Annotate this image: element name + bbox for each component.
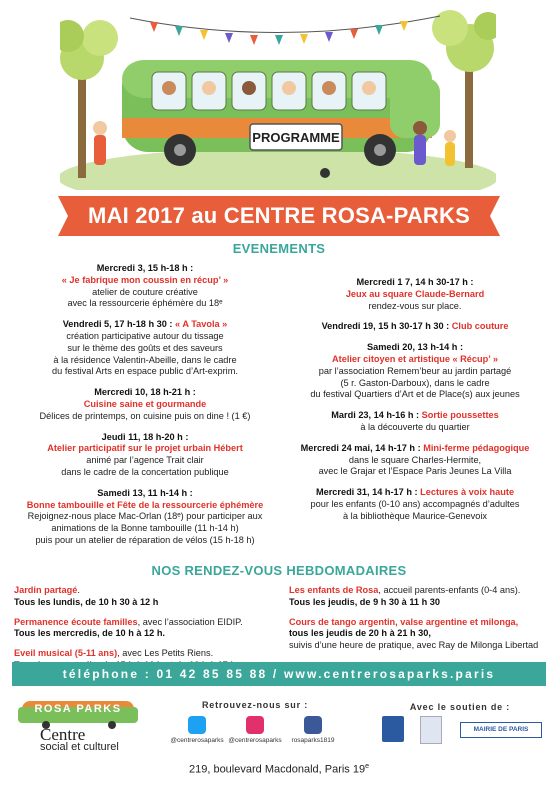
region-logo — [382, 716, 404, 742]
event-item — [276, 410, 554, 434]
event-item — [276, 487, 554, 522]
weekly-item — [14, 617, 284, 641]
weekly-detail: , avec l’association EIDIP. — [137, 616, 243, 627]
weekly-item — [14, 585, 284, 609]
social-handle: @centrerosaparks — [170, 737, 224, 744]
logo-brand: ROSA PARKS — [34, 703, 122, 715]
event-description: dans le square Charles-Hermite, — [348, 454, 482, 465]
social-facebook[interactable] — [284, 716, 342, 744]
event-item — [6, 387, 284, 422]
event-description: pour les enfants (0-10 ans) accompagnés d’adultes — [310, 498, 520, 509]
instagram-icon — [246, 716, 264, 734]
event-date: Samedi 13, 11 h-14 h : — [97, 487, 193, 498]
event-date-line — [276, 487, 554, 499]
logo-social: social et culturel — [40, 741, 119, 753]
event-date: Samedi 20, 13 h-14 h : — [367, 342, 463, 353]
event-title: Cuisine saine et gourmande — [83, 398, 207, 409]
event-item — [6, 319, 284, 378]
event-item — [276, 443, 554, 478]
event-date: Mercredi 24 mai, 14 h-17 h : — [300, 442, 424, 453]
event-date: Vendredi 19, 15 h 30-17 h 30 : — [321, 321, 452, 332]
event-description: Rejoignez-nous place Mac-Orlan (18ᵉ) pour participer aux — [27, 511, 263, 522]
event-date-line — [6, 319, 284, 331]
event-date: Mercredi 1 7, 14 h 30-17 h : — [356, 277, 474, 287]
event-item — [6, 263, 284, 310]
twitter-icon — [188, 716, 206, 734]
event-description: puis pour un atelier de réparation de vélos (15 h-18 h) — [35, 534, 255, 545]
event-title: Mini-ferme pédagogique — [423, 442, 530, 453]
event-title: « Je fabrique mon coussin en récup’ » — [61, 274, 229, 285]
event-date-line — [276, 410, 554, 422]
follow-heading: Retrouvez-nous sur : — [201, 700, 308, 710]
event-item — [276, 342, 554, 401]
weekly-schedule: tous les jeudis de 20 h à 21 h 30, — [289, 628, 431, 639]
social-twitter[interactable] — [168, 716, 226, 744]
event-date: Mercredi 10, 18 h-21 h : — [94, 387, 196, 398]
contact-text[interactable]: téléphone : 01 42 85 85 88 / www.centrerosaparks.paris — [62, 667, 496, 681]
social-instagram[interactable] — [226, 716, 284, 744]
weekly-extra: suivis d’une heure de pratique, avec Ray de Milonga Libertad — [289, 640, 539, 651]
event-description: rendez-vous sur place. — [368, 300, 462, 311]
events-column-left — [6, 263, 284, 556]
address: 219, boulevard Macdonald, Paris 19e — [188, 763, 370, 776]
social-handle: rosaparks1819 — [291, 737, 335, 744]
weekly-column-right — [289, 585, 551, 660]
event-description: sur le thème des goûts et des saveurs — [67, 342, 223, 353]
event-description: du festival Arts en espace public d’Art-exprim. — [52, 366, 238, 377]
weekly-title-line — [289, 617, 551, 629]
event-title: Bonne tambouille et Fête de la ressourcerie éphémère — [26, 499, 264, 510]
event-date: Mercredi 31, 14 h-17 h : — [315, 487, 421, 498]
weekly-title-line — [14, 617, 284, 629]
events-heading: EVENEMENTS — [232, 241, 326, 256]
event-description: (5 r. Gaston-Darboux), dans le cadre — [340, 377, 490, 388]
weekly-title-line — [289, 585, 551, 597]
svg-text:PROGRAMME: PROGRAMME — [252, 130, 340, 145]
event-description: animations de la Bonne tambouille (11 h-14 h) — [51, 523, 239, 534]
event-description: animé par l’agence Trait clair — [86, 455, 204, 466]
logo-centre: Centre — [40, 725, 86, 744]
weekly-detail: , avec Les Petits Riens. — [117, 648, 214, 659]
weekly-title: Les enfants de Rosa — [289, 585, 379, 595]
facebook-icon — [304, 716, 322, 734]
weekly-schedule: Tous les mercredis, de 10 h à 12 h. — [14, 628, 165, 639]
weekly-title: Jardin partagé — [14, 585, 78, 595]
weekly-title-line — [14, 585, 284, 597]
weekly-schedule: Tous les lundis, de 10 h 30 à 12 h — [14, 596, 159, 607]
event-date-line — [276, 443, 554, 455]
weekly-schedule: Tous les jeudis, de 9 h 30 à 11 h 30 — [289, 596, 440, 607]
social-handle: @centrerosaparks — [228, 737, 282, 744]
event-date: Vendredi 5, 17 h-18 h 30 : — [62, 319, 176, 330]
programme-sign — [250, 124, 342, 150]
event-item — [6, 488, 284, 547]
event-date-line — [276, 321, 554, 333]
weekly-item — [289, 585, 551, 609]
weekly-title: Permanence écoute familles — [14, 616, 138, 627]
event-title: Sortie poussettes — [421, 410, 499, 421]
event-description: du festival Quartiers d’Art et de Place(s) aux jeunes — [310, 389, 520, 400]
weekly-title-line — [14, 648, 284, 660]
weekly-heading: NOS RENDEZ-VOUS HEBDOMADAIRES — [151, 563, 407, 578]
event-description: à la bibliothèque Maurice-Genevoix — [342, 510, 488, 521]
event-item — [276, 277, 554, 312]
event-date: Mercredi 3, 15 h-18 h : — [96, 263, 194, 273]
event-title: Atelier participatif sur le projet urbain Hébert — [47, 443, 243, 454]
weekly-item — [289, 617, 551, 652]
event-description: dans le cadre de la concertation publique — [61, 466, 229, 477]
page-title: MAI 2017 au CENTRE ROSA-PARKS — [88, 203, 470, 228]
event-date: Jeudi 11, 18 h-20 h : — [101, 431, 189, 442]
events-column-right — [276, 277, 554, 532]
prefecture-logo — [420, 716, 442, 744]
event-date: Mardi 23, 14 h-16 h : — [331, 410, 422, 421]
event-description: par l’association Remem’beur au jardin partagé — [318, 365, 512, 376]
event-description: avec la ressourcerie éphémère du 18ᵉ — [67, 298, 223, 309]
event-description: avec le Grajar et l’Espace Paris Jeunes La Villa — [318, 466, 512, 477]
event-title: « A Tavola » — [175, 319, 228, 330]
event-title: Club couture — [451, 321, 509, 332]
event-item — [6, 432, 284, 479]
event-description: création participative autour du tissage — [66, 330, 224, 341]
event-description: à la découverte du quartier — [360, 421, 470, 432]
mairie-de-paris-logo: MAIRIE DE PARIS — [460, 722, 542, 738]
event-title: Lectures à voix haute — [420, 487, 515, 498]
event-item — [276, 321, 554, 333]
event-description: atelier de couture créative — [92, 286, 198, 297]
event-title: Jeux au square Claude-Bernard — [345, 288, 485, 299]
weekly-detail: , accueil parents-enfants (0-4 ans). — [378, 585, 521, 595]
weekly-title: Eveil musical (5-11 ans) — [14, 648, 118, 659]
event-description: Délices de printemps, on cuisine puis on dine ! (1 €) — [39, 410, 251, 421]
weekly-title: Cours de tango argentin, valse argentine et milonga, — [289, 616, 519, 627]
weekly-detail: . — [77, 585, 80, 595]
event-description: à la résidence Valentin-Abeille, dans le cadre — [53, 354, 237, 365]
support-heading: Avec le soutien de : — [409, 702, 511, 712]
event-title: Atelier citoyen et artistique « Récup’ » — [332, 353, 498, 364]
hero-illustration — [60, 8, 496, 190]
